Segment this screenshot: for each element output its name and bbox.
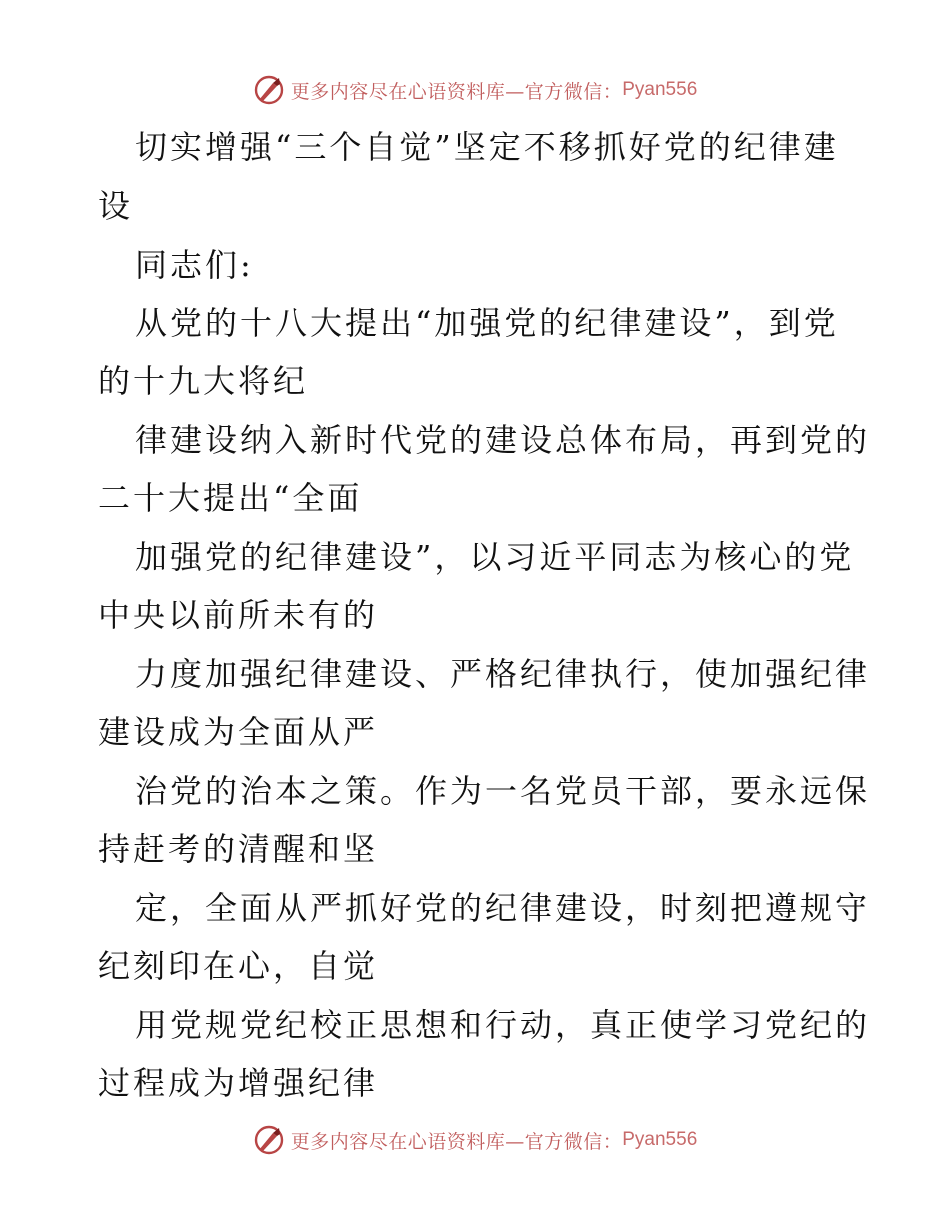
paragraph-line: 律建设纳入新时代党的建设总体布局，再到党的 <box>135 421 871 459</box>
document-greeting: 同志们: <box>135 246 254 284</box>
paragraph-line: 持赶考的清醒和坚 <box>98 830 379 868</box>
paragraph-line: 建设成为全面从严 <box>98 713 379 751</box>
document-title-line-2: 设 <box>98 187 134 225</box>
paragraph-line: 治党的治本之策。作为一名党员干部，要永远保 <box>135 772 871 810</box>
paragraph-line: 二十大提出“全面 <box>98 479 363 517</box>
paragraph-line: 中央以前所未有的 <box>98 596 379 634</box>
watermark-text: 更多内容尽在心语资料库—官方微信： <box>290 80 623 103</box>
paragraph-line: 用党规党纪校正思想和行动，真正使学习党纪的 <box>135 1006 871 1044</box>
paragraph-line: 力度加强纪律建设、严格纪律执行，使加强纪律 <box>135 655 871 693</box>
document-title-line-1: 切实增强“三个自觉”坚定不移抓好党的纪律建 <box>135 128 839 166</box>
header-watermark <box>0 72 950 108</box>
paragraph-line: 过程成为增强纪律 <box>98 1064 379 1102</box>
watermark-account: Pyan556 <box>622 1129 698 1150</box>
quill-pen-logo-icon <box>253 74 285 106</box>
footer-watermark <box>0 1122 950 1158</box>
watermark-account: Pyan556 <box>622 79 698 100</box>
paragraph-line: 的十九大将纪 <box>98 362 309 400</box>
paragraph-line: 定，全面从严抓好党的纪律建设，时刻把遵规守 <box>135 889 871 927</box>
paragraph-line: 加强党的纪律建设”，以习近平同志为核心的党 <box>135 538 855 576</box>
paragraph-line: 纪刻印在心，自觉 <box>98 947 379 985</box>
quill-pen-logo-icon <box>253 1124 285 1156</box>
watermark-text: 更多内容尽在心语资料库—官方微信： <box>290 1130 623 1153</box>
paragraph-line: 从党的十八大提出“加强党的纪律建设”，到党 <box>135 304 839 342</box>
